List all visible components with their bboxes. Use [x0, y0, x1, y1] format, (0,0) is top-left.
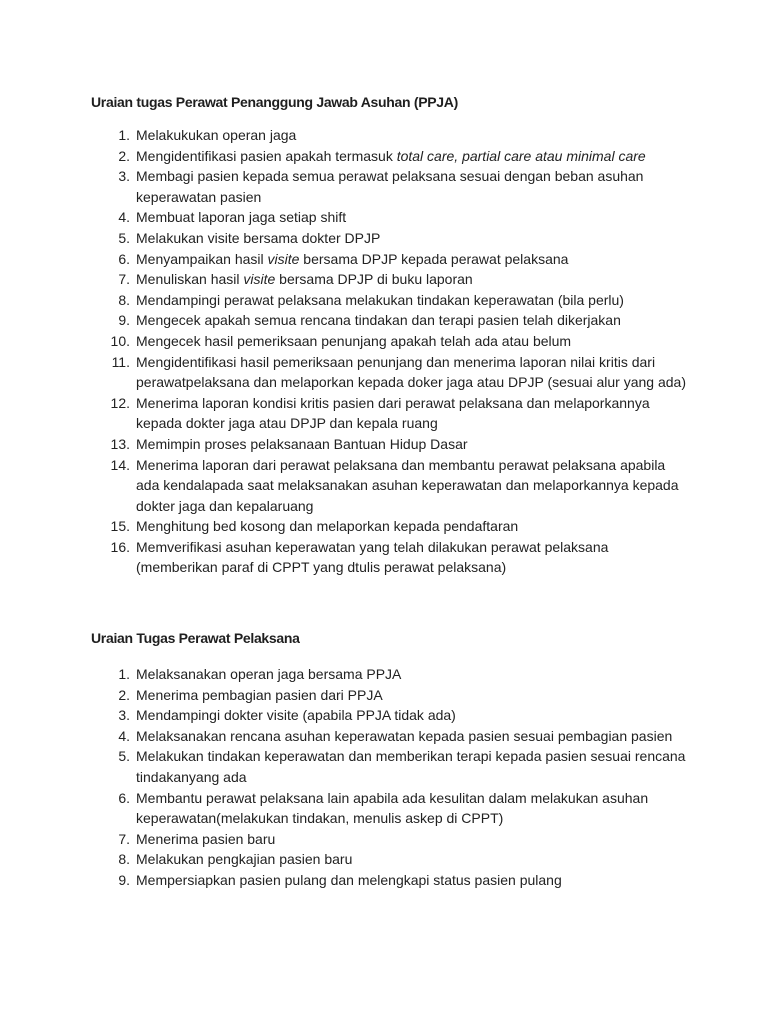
list-item-text: [136, 457, 679, 514]
list-item-text: [136, 687, 383, 703]
text-segment: Melakukan visite bersama dokter DPJP: [136, 229, 381, 246]
text-segment: Melakukukan operan jaga: [136, 127, 297, 143]
ppja-task-list: [0, 125, 768, 578]
list-item-number: 16.: [110, 538, 130, 555]
list-item-number: 2.: [118, 147, 130, 164]
text-segment: Mengidentifikasi pasien apakah termasuk: [136, 147, 397, 164]
list-item: [0, 393, 768, 434]
list-item-number: 5.: [118, 748, 130, 765]
list-item-number: 11.: [111, 353, 130, 370]
list-item-number: 4.: [118, 727, 130, 744]
list-item: [0, 537, 768, 578]
list-item-number: 9.: [118, 871, 130, 888]
list-item: [0, 705, 768, 726]
list-item: [0, 829, 768, 850]
text-segment: Melaksanakan rencana asuhan keperawatan kepada pasien sesuai pembagian pasien: [136, 727, 673, 744]
list-item-text: [136, 333, 571, 349]
list-item-text: [136, 872, 562, 888]
list-item-number: 3.: [118, 168, 130, 185]
list-item: [0, 664, 768, 685]
list-item: [0, 516, 768, 537]
text-segment: Mengidentifikasi hasil pemeriksaan penunjang dan menerima laporan nilai kritis dari perawatpelaksana dan melaporkan kepada doker jaga atau DPJP (sesuai alur yang ada): [136, 353, 686, 391]
text-segment: Mengecek hasil pemeriksaan penunjang apakah telah ada atau belum: [136, 332, 572, 349]
text-segment: Melaksanakan operan jaga bersama PPJA: [136, 666, 402, 682]
list-item-text: [136, 354, 686, 391]
text-segment: Memimpin proses pelaksanaan Bantuan Hidup Dasar: [136, 435, 468, 452]
list-item-text: [136, 666, 401, 682]
list-item: [0, 125, 768, 146]
list-item-text: [136, 271, 473, 287]
text-segment: Menerima pembagian pasien dari PPJA: [136, 686, 383, 703]
list-item-text: [136, 251, 568, 267]
text-segment: bersama DPJP di buku laporan: [275, 271, 473, 288]
list-item-text: [136, 831, 275, 847]
list-item-number: 1.: [118, 666, 130, 682]
list-item-number: 7.: [118, 830, 130, 847]
text-segment: bersama DPJP kepada perawat pelaksana: [299, 250, 569, 267]
list-item-text: [136, 230, 380, 246]
text-segment: Memverifikasi asuhan keperawatan yang telah dilakukan perawat pelaksana (memberikan paraf di CPPT yang dtulis perawat pelaksana): [136, 538, 609, 576]
list-item-number: 8.: [118, 291, 130, 308]
list-item: [0, 146, 768, 167]
list-item-text: [136, 728, 672, 744]
list-item-number: 9.: [118, 312, 130, 329]
list-item: [0, 331, 768, 352]
list-item: [0, 207, 768, 228]
italic-text: visite: [267, 250, 300, 267]
text-segment: Mendampingi perawat pelaksana melakukan tindakan keperawatan (bila perlu): [136, 291, 624, 308]
list-item-number: 13.: [110, 435, 130, 452]
section-title-pelaksana: Uraian Tugas Perawat Pelaksana: [91, 630, 300, 646]
text-segment: Membagi pasien kepada semua perawat pelaksana sesuai dengan beban asuhan keperawatan pasien: [136, 168, 644, 205]
text-segment: Menerima laporan kondisi kritis pasien dari perawat pelaksana dan melaporkannya kepada dokter jaga atau DPJP dan kepala ruang: [136, 394, 650, 432]
list-item-number: 10.: [110, 332, 130, 349]
list-item: [0, 455, 768, 517]
list-item-text: [136, 168, 643, 205]
text-segment: Membantu perawat pelaksana lain apabila ada kesulitan dalam melakukan asuhan keperawatan(melakukan tindakan, menulis askep di CPPT): [136, 789, 649, 827]
list-item: [0, 290, 768, 311]
text-segment: Melakukan pengkajian pasien baru: [136, 851, 353, 868]
text-segment: Mendampingi dokter visite (apabila PPJA tidak ada): [136, 707, 456, 724]
list-item: [0, 249, 768, 270]
list-item-text: [136, 851, 352, 867]
list-item-number: 4.: [118, 209, 130, 226]
list-item-number: 6.: [118, 250, 130, 267]
list-item-text: [136, 127, 296, 143]
list-item-number: 5.: [118, 229, 130, 246]
list-item-number: 3.: [118, 707, 130, 724]
list-item: [0, 352, 768, 393]
text-segment: Melakukan tindakan keperawatan dan memberikan terapi kepada pasien sesuai rencana tindakanyang ada: [136, 748, 686, 785]
text-segment: Menyampaikan hasil: [136, 250, 268, 267]
list-item: [0, 746, 768, 787]
list-item-text: [136, 395, 650, 432]
text-segment: Menerima laporan dari perawat pelaksana dan membantu perawat pelaksana apabila ada kendalapada saat melaksanakan asuhan keperawatan dan melaporkannya kepada dokter jaga dan kepalaruang: [136, 456, 679, 514]
list-item: [0, 228, 768, 249]
list-item-number: 15.: [110, 518, 130, 535]
list-item-text: [136, 436, 468, 452]
list-item-text: [136, 312, 621, 328]
text-segment: Mempersiapkan pasien pulang dan melengkapi status pasien pulang: [136, 871, 562, 888]
list-item-number: 2.: [118, 686, 130, 703]
list-item-text: [136, 292, 624, 308]
list-item: [0, 726, 768, 747]
list-item-number: 14.: [110, 456, 130, 473]
text-segment: Menuliskan hasil: [136, 271, 244, 288]
list-item-number: 1.: [118, 127, 130, 143]
list-item-text: [136, 209, 346, 225]
list-item-number: 12.: [110, 394, 130, 411]
list-item-text: [136, 707, 456, 723]
italic-text: total care, partial care atau minimal care: [396, 147, 646, 164]
list-item: [0, 849, 768, 870]
list-item-number: 6.: [118, 789, 130, 806]
list-item: [0, 685, 768, 706]
list-item-text: [136, 748, 685, 785]
list-item-text: [136, 518, 518, 534]
list-item-text: [136, 790, 648, 827]
list-item: [0, 166, 768, 207]
italic-text: visite: [243, 271, 276, 288]
list-item: [0, 269, 768, 290]
list-item: [0, 870, 768, 891]
list-item-number: 8.: [118, 851, 130, 868]
list-item-number: 7.: [118, 271, 130, 288]
text-segment: Membuat laporan jaga setiap shift: [136, 209, 347, 226]
pelaksana-task-list: [0, 664, 768, 891]
list-item-text: [136, 539, 608, 576]
list-item-text: [136, 148, 646, 164]
list-item: [0, 434, 768, 455]
list-item: [0, 788, 768, 829]
text-segment: Menghitung bed kosong dan melaporkan kepada pendaftaran: [136, 518, 519, 535]
section-title-ppja: Uraian tugas Perawat Penanggung Jawab Asuhan (PPJA): [91, 94, 458, 110]
text-segment: Menerima pasien baru: [136, 830, 276, 847]
list-item: [0, 310, 768, 331]
text-segment: Mengecek apakah semua rencana tindakan dan terapi pasien telah dikerjakan: [136, 312, 621, 329]
